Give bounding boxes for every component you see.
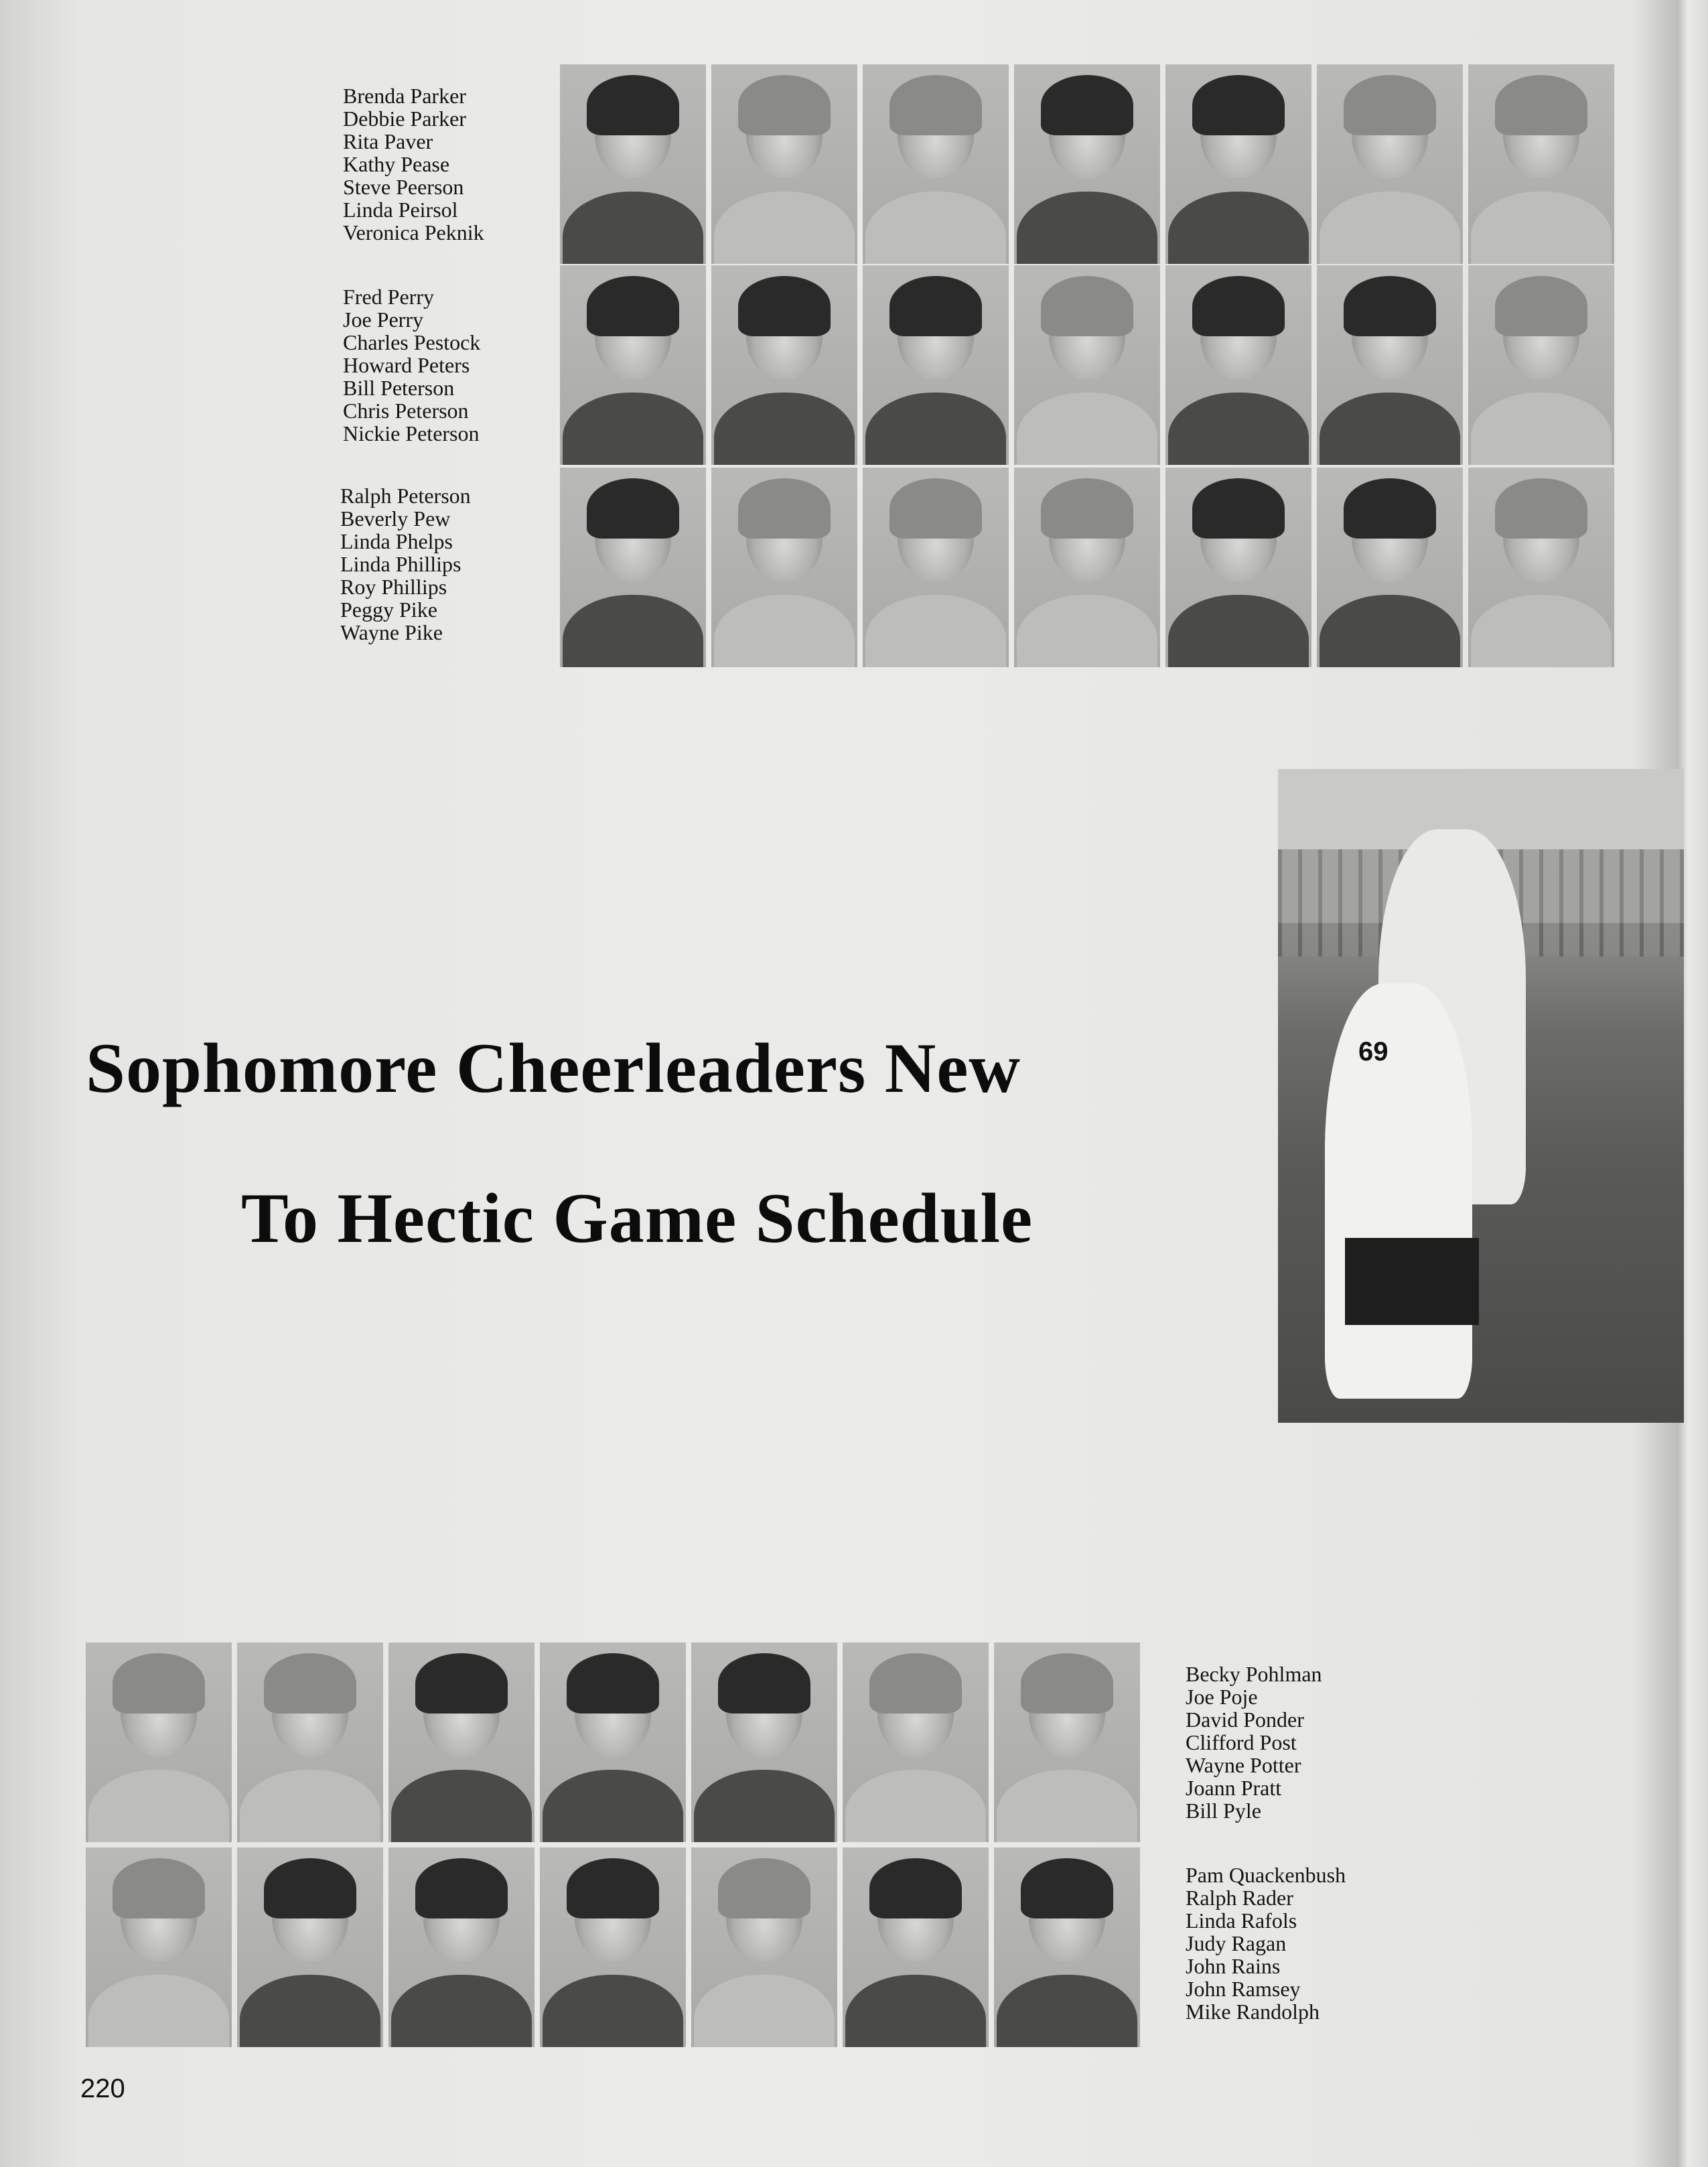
student-portrait: [1165, 64, 1311, 264]
student-portrait: [1014, 468, 1160, 667]
name-list-group-5: [1186, 1864, 1346, 2023]
student-name: Linda Phelps: [340, 529, 453, 553]
student-portrait: [843, 1847, 989, 2047]
student-portrait: [863, 64, 1009, 264]
name-list-group-1: [343, 84, 484, 244]
student-name: Linda Phillips: [340, 552, 461, 576]
student-portrait: [86, 1642, 232, 1842]
student-name: Linda Rafols: [1186, 1908, 1297, 1933]
student-name: Joann Pratt: [1186, 1776, 1282, 1800]
student-name: Judy Ragan: [1186, 1931, 1287, 1955]
student-portrait: [540, 1847, 686, 2047]
student-name: Ralph Rader: [1186, 1886, 1293, 1910]
student-portrait: [1317, 64, 1463, 264]
student-name: Linda Peirsol: [343, 198, 458, 222]
student-name: Joe Perry: [343, 307, 423, 332]
student-name: Chris Peterson: [343, 399, 469, 423]
student-name: Pam Quackenbush: [1186, 1863, 1346, 1887]
name-list-group-4: [1186, 1663, 1322, 1822]
student-portrait: [540, 1642, 686, 1842]
portrait-row-5: [86, 1847, 1140, 2047]
portrait-row-1: [560, 64, 1614, 264]
student-portrait: [1165, 468, 1311, 667]
student-portrait: [388, 1642, 535, 1842]
student-portrait: [711, 265, 857, 465]
student-name: Bill Pyle: [1186, 1799, 1261, 1823]
headline-line-1: Sophomore Cheerleaders New: [86, 1029, 1021, 1107]
student-name: Brenda Parker: [343, 84, 466, 108]
student-name: Howard Peters: [343, 353, 470, 377]
portrait-row-4: [86, 1642, 1140, 1842]
student-portrait: [711, 64, 857, 264]
student-portrait: [1468, 265, 1614, 465]
student-portrait: [560, 468, 706, 667]
student-name: Nickie Peterson: [343, 421, 480, 445]
headline-line-2: To Hectic Game Schedule: [241, 1179, 1034, 1257]
page-number: 220: [80, 2074, 125, 2103]
student-name: Joe Poje: [1186, 1685, 1258, 1709]
student-name: Becky Pohlman: [1186, 1662, 1322, 1686]
student-portrait: [863, 468, 1009, 667]
student-name: Bill Peterson: [343, 376, 455, 400]
student-name: Beverly Pew: [340, 506, 451, 531]
student-portrait: [1317, 468, 1463, 667]
student-portrait: [691, 1642, 837, 1842]
student-portrait: [237, 1847, 383, 2047]
student-name: Roy Phillips: [340, 575, 447, 599]
student-name: John Ramsey: [1186, 1977, 1301, 2001]
student-name: Clifford Post: [1186, 1730, 1297, 1754]
student-name: Wayne Pike: [340, 620, 443, 644]
student-name: Debbie Parker: [343, 107, 466, 131]
student-portrait: [711, 468, 857, 667]
student-portrait: [560, 265, 706, 465]
student-portrait: [1165, 265, 1311, 465]
student-portrait: [1468, 64, 1614, 264]
portrait-row-2: [560, 265, 1614, 465]
student-portrait: [994, 1642, 1140, 1842]
student-portrait: [1468, 468, 1614, 667]
student-portrait: [1014, 265, 1160, 465]
name-list-group-2: [343, 285, 480, 445]
student-name: Mike Randolph: [1186, 2000, 1320, 2024]
student-name: Kathy Pease: [343, 152, 450, 176]
student-portrait: [560, 64, 706, 264]
student-name: Peggy Pike: [340, 598, 437, 622]
cheerleader-photo: [1278, 769, 1684, 1423]
student-portrait: [843, 1642, 989, 1842]
student-name: David Ponder: [1186, 1707, 1304, 1732]
student-portrait: [1317, 265, 1463, 465]
student-name: Fred Perry: [343, 285, 434, 309]
student-name: Steve Peerson: [343, 175, 464, 199]
jersey-number: 69: [1358, 1037, 1389, 1066]
student-name: Veronica Peknik: [343, 220, 484, 244]
student-name: Charles Pestock: [343, 330, 481, 354]
student-name: Ralph Peterson: [340, 484, 471, 508]
student-portrait: [86, 1847, 232, 2047]
student-portrait: [994, 1847, 1140, 2047]
student-portrait: [1014, 64, 1160, 264]
student-portrait: [691, 1847, 837, 2047]
student-portrait: [237, 1642, 383, 1842]
name-list-group-3: [340, 484, 471, 644]
student-name: John Rains: [1186, 1954, 1281, 1978]
student-name: Rita Paver: [343, 129, 433, 153]
student-portrait: [388, 1847, 535, 2047]
student-name: Wayne Potter: [1186, 1753, 1301, 1777]
student-portrait: [863, 265, 1009, 465]
portrait-row-3: [560, 468, 1614, 667]
